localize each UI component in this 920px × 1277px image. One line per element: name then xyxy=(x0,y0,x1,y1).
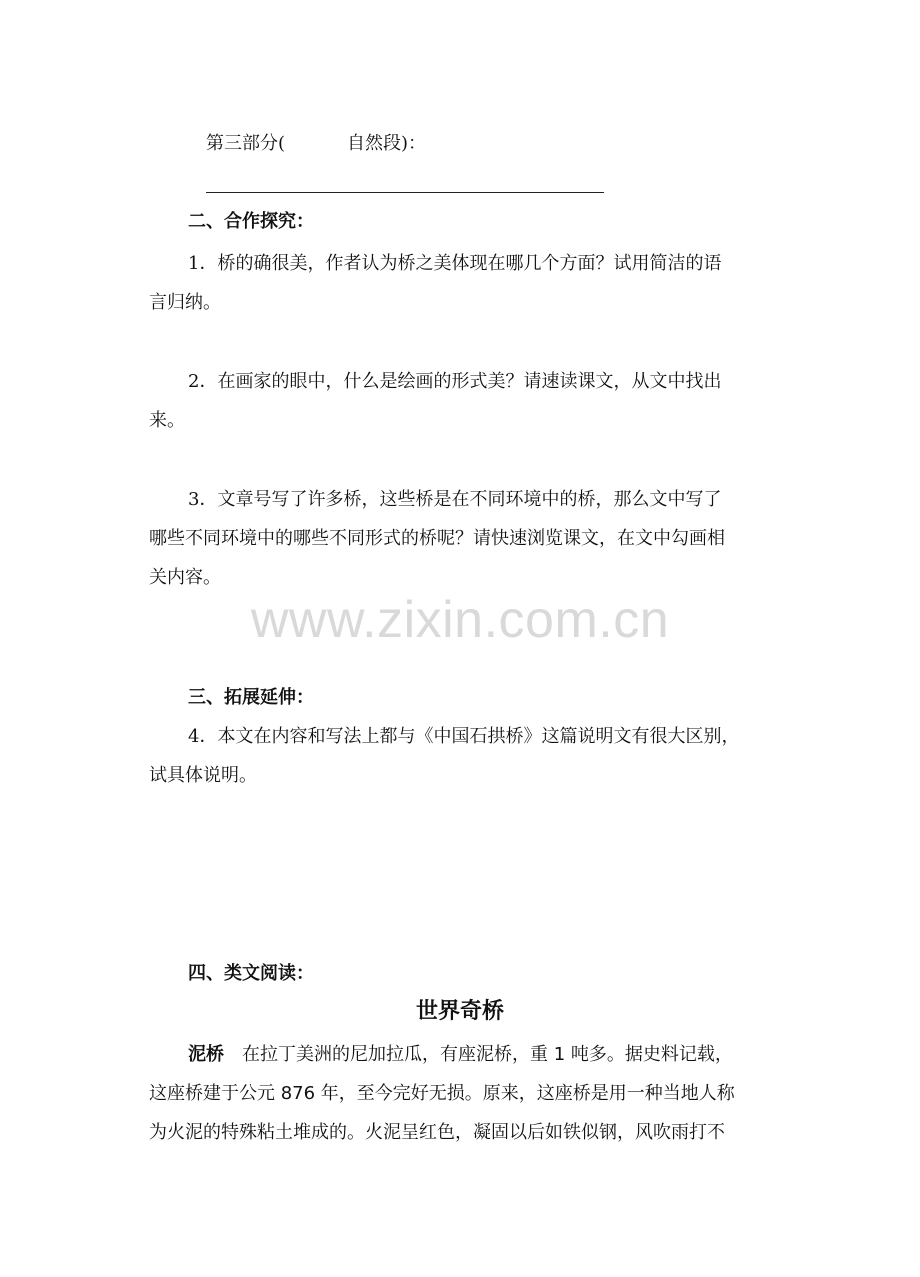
question-4-line-1: 4．本文在内容和写法上都与《中国石拱桥》这篇说明文有很大区别， xyxy=(188,726,740,747)
section2-heading: 二、合作探究： xyxy=(188,211,314,232)
article-line-3: 为火泥的特殊粘土堆成的。火泥呈红色，凝固以后如铁似钢，风吹雨打不 xyxy=(149,1122,725,1143)
part3-prefix: 第三部分( xyxy=(206,133,286,154)
watermark: www.zixin.com.cn xyxy=(250,591,670,649)
question-3-line-3: 关内容。 xyxy=(149,567,221,588)
article-line-1-text: 在拉丁美洲的尼加拉瓜，有座泥桥，重 1 吨多。据史料记载， xyxy=(242,1044,733,1065)
part3-prompt xyxy=(206,131,426,157)
question-3-line-2: 哪些不同环境中的哪些不同形式的桥呢？请快速浏览课文，在文中勾画相 xyxy=(149,528,725,549)
section3-heading: 三、拓展延伸： xyxy=(188,687,314,708)
section4-heading: 四、类文阅读： xyxy=(188,963,314,984)
question-2-line-1: 2．在画家的眼中，什么是绘画的形式美？请速读课文，从文中找出 xyxy=(188,371,722,392)
question-2-line-2: 来。 xyxy=(149,410,185,431)
article-lead-term: 泥桥 xyxy=(188,1044,224,1065)
part3-suffix: 自然段)： xyxy=(347,133,427,154)
question-1-line-2: 言归纳。 xyxy=(149,292,221,313)
question-1-line-1: 1．桥的确很美，作者认为桥之美体现在哪几个方面？试用简洁的语 xyxy=(188,253,722,274)
article-line-2: 这座桥建于公元 876 年，至今完好无损。原来，这座桥是用一种当地人称 xyxy=(149,1083,735,1104)
article-title: 世界奇桥 xyxy=(415,999,504,1024)
question-3-line-1: 3．文章号写了许多桥，这些桥是在不同环境中的桥，那么文中写了 xyxy=(188,489,722,510)
question-4-line-2: 试具体说明。 xyxy=(149,765,257,786)
answer-blank-line[interactable] xyxy=(206,192,604,193)
article-line-1 xyxy=(188,1042,733,1068)
